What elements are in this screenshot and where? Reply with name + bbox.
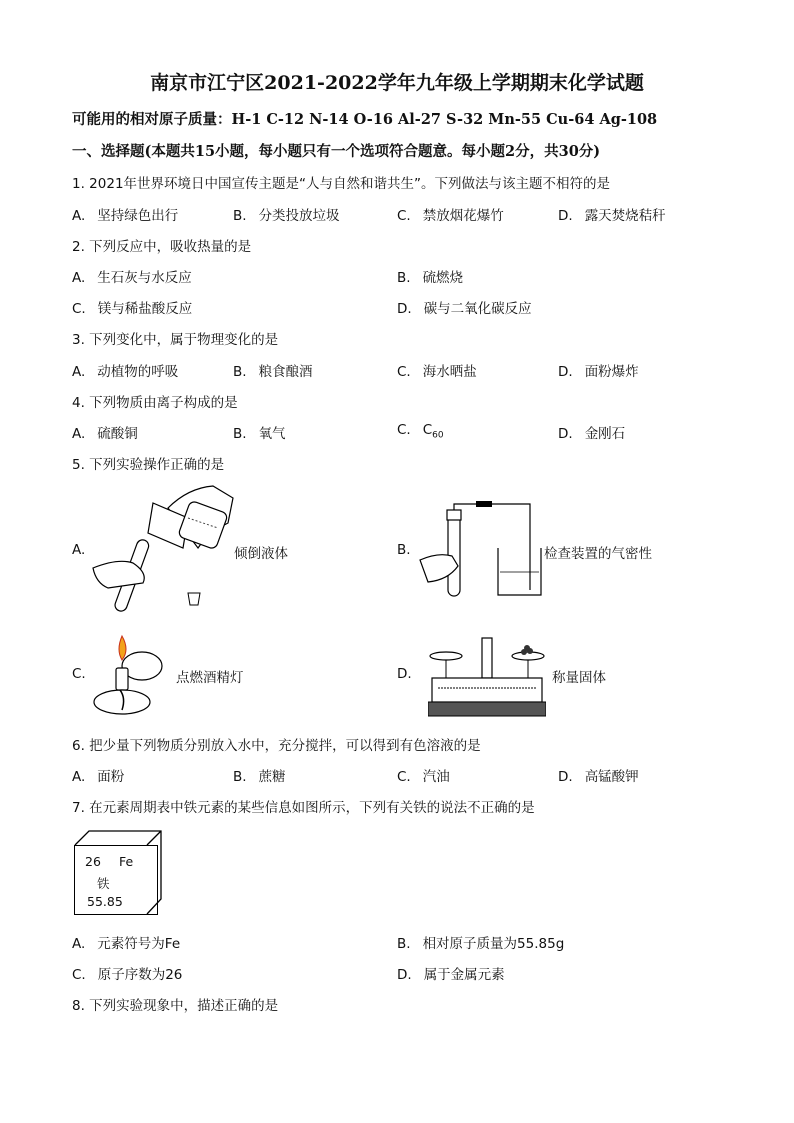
element-atomic-number: 26 [85, 854, 101, 869]
element-atomic-mass: 55.85 [87, 894, 123, 909]
q6-option-a[interactable]: A. 面粉 [72, 769, 125, 785]
q6-option-b[interactable]: B. 蔗糖 [233, 769, 286, 785]
q5-option-d-label: 称量固体 [552, 670, 606, 686]
q2-option-d[interactable]: D. 碳与二氧化碳反应 [397, 301, 532, 317]
alcohol-lamp-illustration [92, 628, 172, 720]
q5-option-b-key[interactable]: B. [397, 542, 411, 558]
q5-option-c-label: 点燃酒精灯 [176, 670, 244, 686]
element-name: 铁 [97, 876, 110, 891]
q6-option-d[interactable]: D. 高锰酸钾 [558, 769, 639, 785]
q2-option-b[interactable]: B. 硫燃烧 [397, 270, 464, 286]
question-3-stem: 3. 下列变化中，属于物理变化的是 [72, 332, 279, 348]
element-symbol: Fe [119, 854, 134, 869]
q3-option-b[interactable]: B. 粮食酿酒 [233, 364, 313, 380]
question-7-stem: 7. 在元素周期表中铁元素的某些信息如图所示，下列有关铁的说法不正确的是 [72, 800, 535, 816]
airtightness-check-illustration [418, 500, 543, 600]
q5-option-b-label: 检查装置的气密性 [544, 546, 652, 562]
question-2-stem: 2. 下列反应中，吸收热量的是 [72, 239, 252, 255]
q2-option-c[interactable]: C. 镁与稀盐酸反应 [72, 301, 193, 317]
element-cell-iron [74, 845, 158, 915]
q6-option-c[interactable]: C. 汽油 [397, 769, 450, 785]
q5-option-a-label: 倾倒液体 [234, 546, 288, 562]
q3-option-d[interactable]: D. 面粉爆炸 [558, 364, 639, 380]
question-6-stem: 6. 把少量下列物质分别放入水中，充分搅拌，可以得到有色溶液的是 [72, 738, 481, 754]
atomic-masses: 可能用的相对原子质量：H-1 C-12 N-14 O-16 Al-27 S-32 Mn-55 Cu-64 Ag-108 [72, 111, 658, 128]
q7-option-a[interactable]: A. 元素符号为Fe [72, 936, 181, 952]
q1-option-c[interactable]: C. 禁放烟花爆竹 [397, 208, 504, 224]
page-title: 南京市江宁区2021-2022学年九年级上学期期末化学试题 [150, 72, 644, 94]
q1-option-b[interactable]: B. 分类投放垃圾 [233, 208, 340, 224]
q7-option-d[interactable]: D. 属于金属元素 [397, 967, 505, 983]
q4-option-b[interactable]: B. 氧气 [233, 426, 286, 442]
question-8-stem: 8. 下列实验现象中，描述正确的是 [72, 998, 279, 1014]
section-heading: 一、选择题(本题共15小题，每小题只有一个选项符合题意。每小题2分，共30分) [72, 143, 601, 160]
q3-option-c[interactable]: C. 海水晒盐 [397, 364, 477, 380]
q1-option-d[interactable]: D. 露天焚烧秸秆 [558, 208, 666, 224]
q4-option-a[interactable]: A. 硫酸铜 [72, 426, 138, 442]
pouring-liquid-illustration [88, 478, 238, 618]
question-5-stem: 5. 下列实验操作正确的是 [72, 457, 225, 473]
q5-option-c-key[interactable]: C. [72, 666, 86, 682]
q2-option-a[interactable]: A. 生石灰与水反应 [72, 270, 192, 286]
q3-option-a[interactable]: A. 动植物的呼吸 [72, 364, 179, 380]
q4-option-d[interactable]: D. 金刚石 [558, 426, 626, 442]
q1-option-a[interactable]: A. 坚持绿色出行 [72, 208, 179, 224]
balance-scale-illustration [428, 634, 546, 724]
q4-option-c[interactable]: C. $C_{60}$ [397, 422, 444, 441]
q7-option-b[interactable]: B. 相对原子质量为55.85g [397, 936, 565, 952]
q5-option-a-key[interactable]: A. [72, 542, 86, 558]
q7-option-c[interactable]: C. 原子序数为26 [72, 967, 183, 983]
q5-option-d-key[interactable]: D. [397, 666, 412, 682]
question-1-stem: 1. 2021年世界环境日中国宣传主题是“人与自然和谐共生”。下列做法与该主题不相符的是 [72, 176, 611, 192]
question-4-stem: 4. 下列物质由离子构成的是 [72, 395, 238, 411]
